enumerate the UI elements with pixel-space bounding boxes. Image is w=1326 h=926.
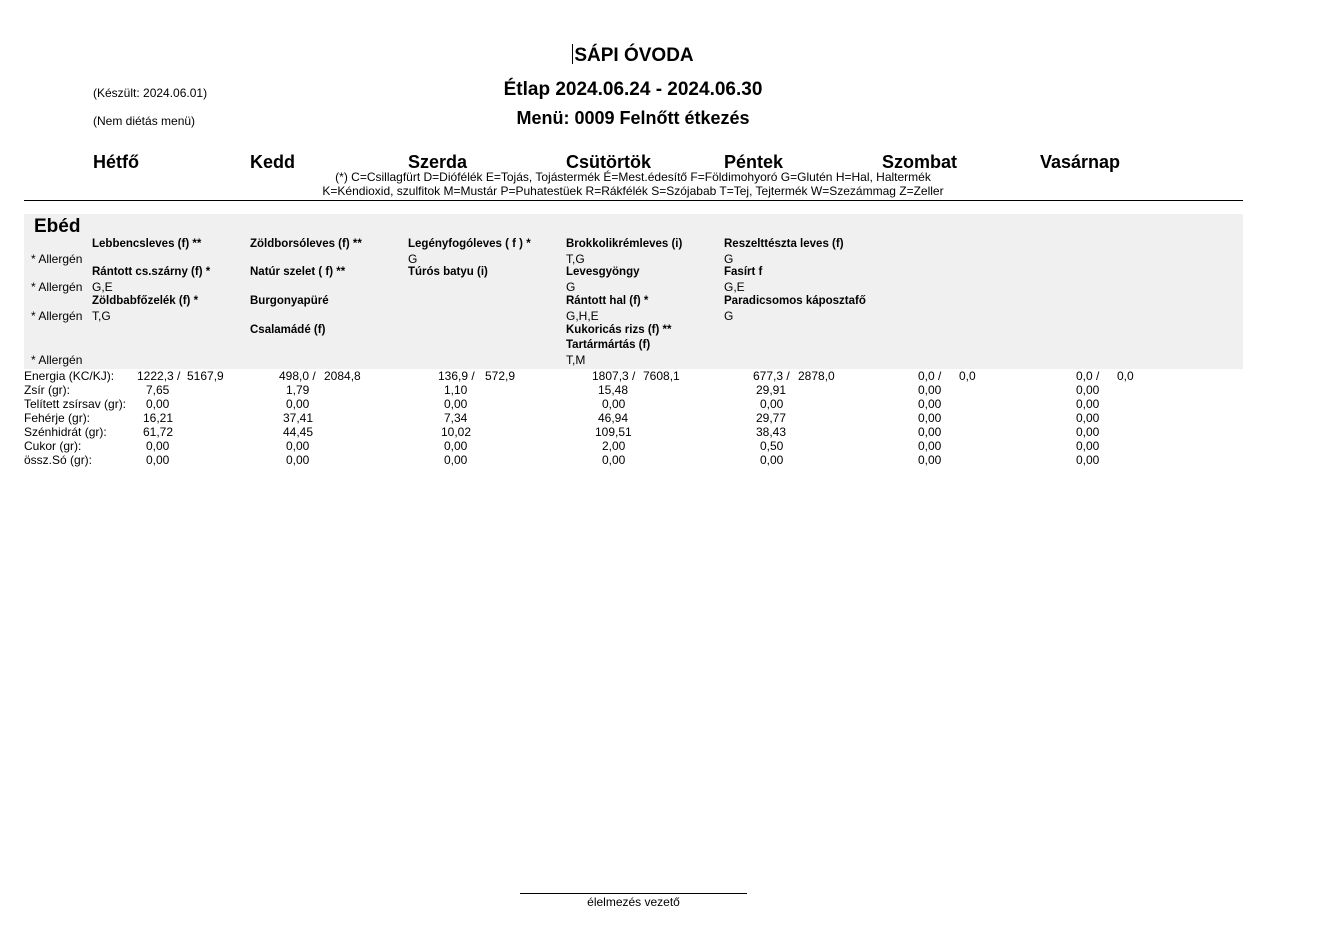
day-header-friday: Péntek [724,152,784,172]
nutrition-value: 7,65 [146,383,170,397]
institution-name-text: SÁPI ÓVODA [574,45,694,66]
day-header-wednesday: Szerda [408,152,468,172]
nutrition-value: 0,00 [1076,383,1100,397]
nutrition-value: 61,72 [143,425,174,439]
dish-name: Brokkolikrémleves (i) [566,238,683,250]
nutrition-label-sugar: Cukor (gr): [24,439,82,453]
nutrition-value: 0,00 [918,383,942,397]
nutrition-value: 10,02 [441,425,472,439]
dish-name: Paradicsomos káposztafő [724,295,866,307]
dish-allergens: G [408,252,418,266]
nutrition-value: 29,77 [756,411,787,425]
dish-name: Levesgyöngy [566,266,640,278]
dish-name: Legényfogóleves ( f ) * [408,238,531,250]
energy-kcal-saturday: 0,0 / [918,369,942,383]
energy-kj-tuesday: 2084,8 [324,369,361,383]
nutrition-label-carbohydrate: Szénhidrát (gr): [24,425,107,439]
energy-kcal-monday: 1222,3 / [137,369,181,383]
nutrition-value: 0,00 [444,453,468,467]
day-header-saturday: Szombat [882,152,958,172]
allergen-legend-line-2: K=Kéndioxid, szulfitok M=Mustár P=Puhatestüek R=Rákfélék S=Szójabab T=Tej, Tejtermék W=Szezámmag Z=Zeller [322,184,944,198]
nutrition-label-salt: össz.Só (gr): [24,453,93,467]
nutrition-value: 37,41 [283,411,314,425]
nutrition-value: 0,00 [286,397,310,411]
energy-kj-saturday: 0,0 [959,369,976,383]
energy-kcal-thursday: 1807,3 / [592,369,636,383]
dish-name: Reszelttészta leves (f) [724,238,844,250]
nutrition-value: 0,00 [146,397,170,411]
nutrition-label-protein: Fehérje (gr): [24,411,91,425]
energy-kj-monday: 5167,9 [187,369,224,383]
institution-name [0,44,1266,67]
nutrition-value: 38,43 [756,425,787,439]
nutrition-value: 0,00 [1076,411,1100,425]
signature-label: élelmezés vezető [587,895,680,909]
page-title: Étlap 2024.06.24 - 2024.06.30 [503,79,763,100]
nutrition-value: 1,10 [444,383,468,397]
day-header-thursday: Csütörtök [566,152,651,172]
nutrition-value: 0,00 [286,453,310,467]
nutrition-value: 44,45 [283,425,314,439]
dish-name: Tartármártás (f) [566,339,651,351]
allergen-row-label: * Allergén [31,280,83,294]
menu-type: (Nem diétás menü) [93,114,196,128]
dish-name: Csalamádé (f) [250,324,326,336]
dish-name: Zöldborsóleves (f) ** [250,238,362,250]
nutrition-value: 0,00 [918,397,942,411]
dish-allergens: T,G [92,309,111,323]
day-header-sunday: Vasárnap [1040,152,1121,172]
dish-name: Burgonyapüré [250,295,329,307]
dish-name: Rántott hal (f) * [566,295,649,307]
nutrition-label-saturated-fat: Telített zsírsav (gr): [24,397,127,411]
allergen-legend-line-1: (*) C=Csillagfürt D=Diófélék E=Tojás, Tojástermék É=Mest.édesítő F=Földimohyoró G=Glutén H=Hal, Haltermék [335,170,931,184]
allergen-row-label: * Allergén [31,353,83,367]
dish-name: Zöldbabfőzelék (f) * [92,295,199,307]
dish-name: Lebbencsleves (f) ** [92,238,202,250]
energy-kcal-friday: 677,3 / [753,369,790,383]
header-divider [24,200,1243,201]
nutrition-value: 109,51 [595,425,632,439]
nutrition-value: 0,00 [918,411,942,425]
dish-allergens: G [724,309,734,323]
nutrition-value: 29,91 [756,383,787,397]
energy-kj-sunday: 0,0 [1117,369,1134,383]
dish-allergens: G [724,252,734,266]
energy-kcal-wednesday: 136,9 / [438,369,475,383]
nutrition-value: 0,00 [444,397,468,411]
energy-kcal-sunday: 0,0 / [1076,369,1100,383]
nutrition-value: 0,00 [146,439,170,453]
dish-name: Natúr szelet ( f) ** [250,266,346,278]
nutrition-value: 0,00 [602,397,626,411]
nutrition-value: 0,00 [602,453,626,467]
nutrition-value: 2,00 [602,439,626,453]
dish-name: Fasírt f [724,266,763,278]
nutrition-value: 0,00 [286,439,310,453]
allergen-row-label: * Allergén [31,309,83,323]
energy-kj-thursday: 7608,1 [643,369,680,383]
nutrition-value: 0,00 [1076,439,1100,453]
nutrition-value: 0,00 [760,397,784,411]
dish-allergens: T,M [566,353,586,367]
nutrition-value: 0,00 [146,453,170,467]
nutrition-label-energy: Energia (KC/KJ): [24,369,115,383]
nutrition-value: 0,00 [1076,425,1100,439]
nutrition-value: 0,00 [1076,397,1100,411]
dish-allergens: G,E [724,280,745,294]
nutrition-value: 46,94 [598,411,629,425]
nutrition-value: 7,34 [444,411,468,425]
day-header-monday: Hétfő [93,152,139,172]
nutrition-value: 0,00 [760,453,784,467]
nutrition-value: 0,50 [760,439,784,453]
nutrition-value: 0,00 [918,439,942,453]
nutrition-value: 1,79 [286,383,310,397]
day-header-tuesday: Kedd [250,152,295,172]
menu-title: Menü: 0009 Felnőtt étkezés [516,108,750,128]
dish-name: Túrós batyu (i) [408,266,488,278]
dish-allergens: G [566,280,576,294]
energy-kj-friday: 2878,0 [798,369,835,383]
dish-name: Kukoricás rizs (f) ** [566,324,672,336]
section-title-lunch: Ebéd [34,216,81,237]
nutrition-value: 16,21 [143,411,174,425]
dish-allergens: G,H,E [566,309,599,323]
nutrition-value: 0,00 [918,453,942,467]
nutrition-value: 15,48 [598,383,629,397]
allergen-row-label: * Allergén [31,252,83,266]
nutrition-label-fat: Zsír (gr): [24,383,70,397]
dish-name: Rántott cs.szárny (f) * [92,266,211,278]
dish-allergens: T,G [566,252,585,266]
dish-allergens: G,E [92,280,113,294]
created-date: (Készült: 2024.06.01) [93,86,208,100]
nutrition-value: 0,00 [1076,453,1100,467]
energy-kcal-tuesday: 498,0 / [279,369,316,383]
energy-kj-wednesday: 572,9 [485,369,516,383]
nutrition-value: 0,00 [444,439,468,453]
nutrition-value: 0,00 [918,425,942,439]
signature-line [520,893,747,894]
